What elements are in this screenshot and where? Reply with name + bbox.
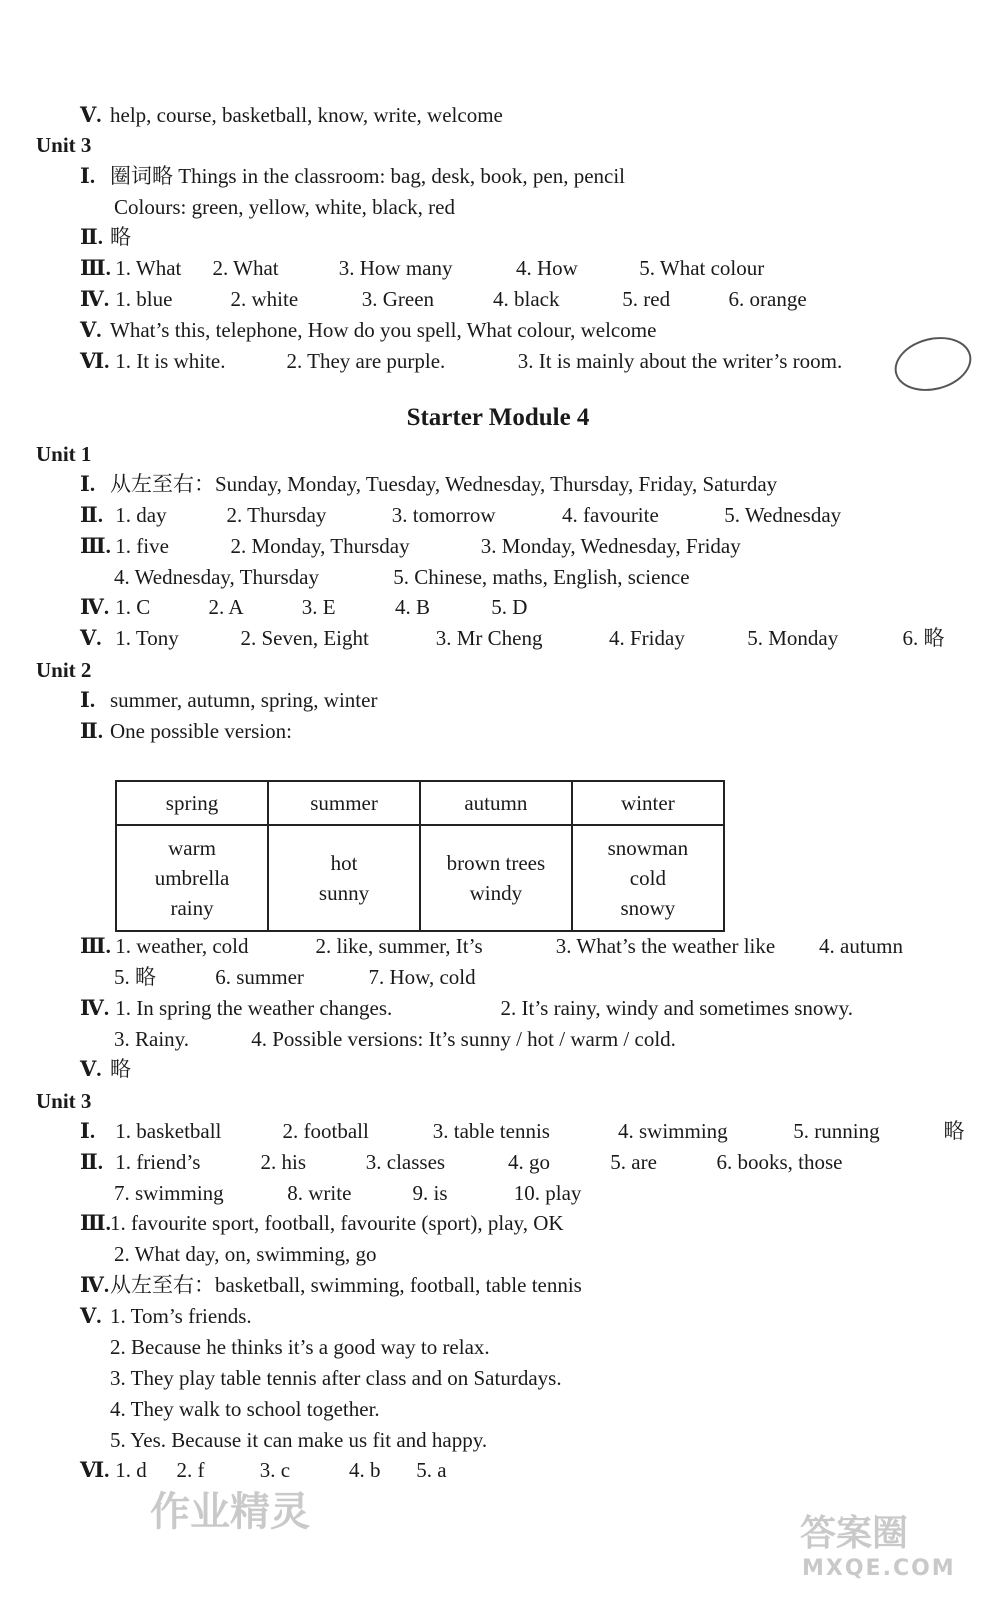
- table-cell: warm umbrella rainy: [116, 825, 268, 931]
- table-header-cell: summer: [268, 781, 420, 825]
- exercise-i: Ⅰ. 圈词略 Things in the classroom: bag, desk, book, pen, pencil: [80, 164, 626, 188]
- table-cell: brown trees windy: [420, 825, 572, 931]
- exercise-v-line: 4. They walk to school together.: [110, 1397, 380, 1421]
- table-header-row: [116, 781, 724, 825]
- unit-title: Unit 2: [36, 658, 92, 682]
- exercise-v: Ⅴ. What’s this, telephone, How do you spell, What colour, welcome: [80, 318, 657, 342]
- exercise-iv: Ⅳ. 1. In spring the weather changes. 2. It’s rainy, windy and sometimes snowy.: [80, 996, 853, 1020]
- exercise-iii: Ⅲ. 1. What 2. What 3. How many 4. How 5. What colour: [80, 256, 765, 280]
- exercise-i: Ⅰ. 从左至右：Sunday, Monday, Tuesday, Wednesday, Thursday, Friday, Saturday: [80, 472, 778, 496]
- exercise-iii-continued: 5. 略 6. summer 7. How, cold: [114, 965, 476, 989]
- table-cell: hot sunny: [268, 825, 420, 931]
- exercise-ii: Ⅱ. 1. friend’s 2. his 3. classes 4. go 5. are 6. books, those: [80, 1150, 843, 1174]
- exercise-i-continued: Colours: green, yellow, white, black, red: [114, 195, 455, 219]
- table-row: [116, 825, 724, 931]
- watermark-right: 答案圈: [800, 1513, 909, 1554]
- exercise-ii: Ⅱ. One possible version:: [80, 719, 292, 743]
- seasons-table: [115, 780, 725, 932]
- exercise-v: Ⅴ. 略: [80, 1057, 131, 1081]
- exercise-iv: Ⅳ.从左至右：basketball, swimming, football, table tennis: [80, 1273, 582, 1297]
- exercise-vi: Ⅵ. 1. It is white. 2. They are purple. 3. It is mainly about the writer’s room.: [80, 349, 843, 373]
- exercise-v-line: 2. Because he thinks it’s a good way to relax.: [110, 1335, 490, 1359]
- unit-title: Unit 3: [36, 1089, 92, 1113]
- exercise-v: Ⅴ. 1. Tom’s friends.: [80, 1304, 252, 1328]
- table-header-cell: autumn: [420, 781, 572, 825]
- exercise-v-line: 5. Yes. Because it can make us fit and happy.: [110, 1428, 488, 1452]
- exercise-iii: Ⅲ. 1. weather, cold 2. like, summer, It’s 3. What’s the weather like 4. autumn: [80, 934, 903, 958]
- exercise-ii-continued: 7. swimming 8. write 9. is 10. play: [114, 1181, 582, 1205]
- module-heading: Starter Module 4: [406, 404, 590, 431]
- table-header-cell: winter: [572, 781, 724, 825]
- exercise-v-line: 3. They play table tennis after class and on Saturdays.: [110, 1366, 562, 1390]
- exercise-iii-continued: 4. Wednesday, Thursday 5. Chinese, maths, English, science: [114, 565, 690, 589]
- watermark-left: 作业精灵: [150, 1489, 310, 1535]
- exercise-v: Ⅴ. 1. Tony 2. Seven, Eight 3. Mr Cheng 4. Friday 5. Monday 6. 略: [80, 626, 945, 650]
- exercise-i: Ⅰ. summer, autumn, spring, winter: [80, 688, 378, 712]
- exercise-ii: Ⅱ. 1. day 2. Thursday 3. tomorrow 4. favourite 5. Wednesday: [80, 503, 842, 527]
- prev-section-v: Ⅴ. help, course, basketball, know, write, welcome: [80, 103, 503, 127]
- table-header-cell: spring: [116, 781, 268, 825]
- seal-stamp-icon: [889, 329, 977, 398]
- exercise-i: Ⅰ. 1. basketball 2. football 3. table tennis 4. swimming 5. running 略: [80, 1119, 965, 1143]
- exercise-iii: Ⅲ. 1. five 2. Monday, Thursday 3. Monday, Wednesday, Friday: [80, 534, 741, 558]
- unit-title: Unit 1: [36, 442, 92, 466]
- exercise-iv-continued: 3. Rainy. 4. Possible versions: It’s sunny / hot / warm / cold.: [114, 1027, 676, 1051]
- exercise-ii: Ⅱ. 略: [80, 225, 131, 249]
- unit-title: Unit 3: [36, 133, 92, 157]
- exercise-iv: Ⅳ. 1. blue 2. white 3. Green 4. black 5. red 6. orange: [80, 287, 807, 311]
- exercise-vi: Ⅵ. 1. d 2. f 3. c 4. b 5. a: [80, 1458, 447, 1482]
- exercise-iii: Ⅲ.1. favourite sport, football, favourite (sport), play, OK: [80, 1211, 564, 1235]
- watermark-url: MXQE.COM: [802, 1556, 956, 1581]
- exercise-iii-continued: 2. What day, on, swimming, go: [114, 1242, 377, 1266]
- exercise-iv: Ⅳ. 1. C 2. A 3. E 4. B 5. D: [80, 595, 528, 619]
- table-cell: snowman cold snowy: [572, 825, 724, 931]
